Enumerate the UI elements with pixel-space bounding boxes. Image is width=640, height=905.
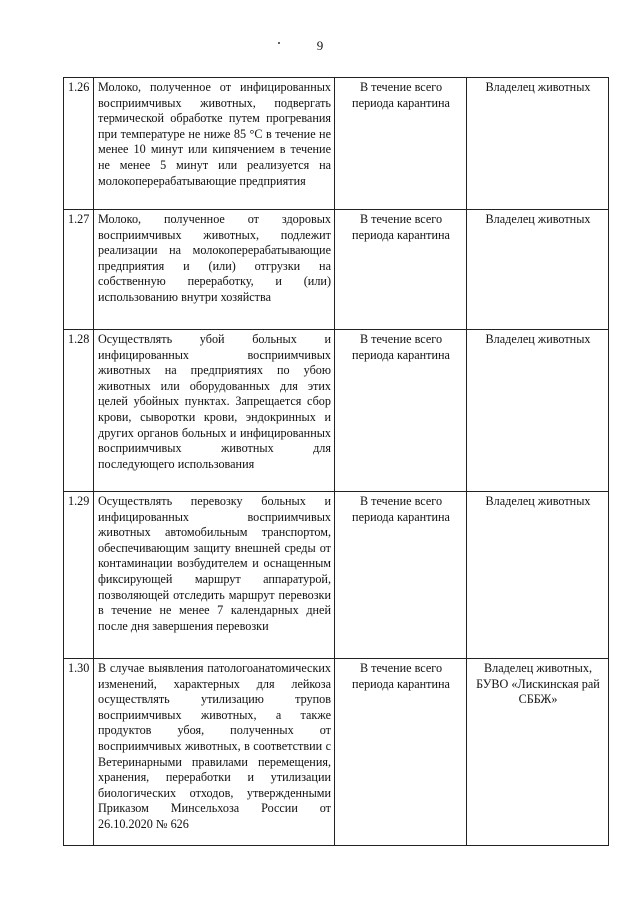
- table-row: [64, 330, 609, 492]
- row-responsible: Владелец животных: [467, 210, 609, 330]
- row-term: В течение всего периода карантина: [335, 330, 467, 492]
- row-action: Молоко, полученное от инфицированных восприимчивых животных, подвергать термической обработке путем прогревания при температуре не ниже 85 °С в течение не менее 10 минут или кипячением в течение не менее 5 минут или реализуется на молокоперерабатывающие предприятия: [94, 78, 335, 210]
- table-row: [64, 492, 609, 659]
- row-term: В течение всего периода карантина: [335, 659, 467, 846]
- row-action: В случае выявления патологоанатомических изменений, характерных для лейкоза осуществлять утилизацию трупов восприимчивых животных, а также продуктов убоя, полученных от восприимчивых животных, в соответствии с Ветеринарными правилами перемещения, хранения, переработки и утилизации биологических отходов, утвержденными Приказом Минсельхоза России от 26.10.2020 № 626: [94, 659, 335, 846]
- row-responsible: Владелец животных: [467, 78, 609, 210]
- row-number: 1.27: [64, 210, 94, 330]
- row-number: 1.29: [64, 492, 94, 659]
- table-row: [64, 210, 609, 330]
- row-term: В течение всего периода карантина: [335, 78, 467, 210]
- row-number: 1.30: [64, 659, 94, 846]
- scan-dot: [278, 42, 280, 44]
- row-number: 1.28: [64, 330, 94, 492]
- page-number: 9: [316, 38, 324, 53]
- row-action: Осуществлять перевозку больных и инфицированных восприимчивых животных автомобильным транспортом, обеспечивающим защиту внешней среды от контаминации возбудителем и оснащенным фиксирующей маршрут аппаратурой, позволяющей отследить маршрут перевозки в течение не менее 7 календарных дней после дня завершения перевозки: [94, 492, 335, 659]
- measures-table: [63, 77, 609, 846]
- row-action: Молоко, полученное от здоровых восприимчивых животных, подлежит реализации на молокоперерабатывающие предприятия и (или) отгрузки на собственную переработку, и (или) использованию внутри хозяйства: [94, 210, 335, 330]
- row-number: 1.26: [64, 78, 94, 210]
- row-responsible: Владелец животных: [467, 330, 609, 492]
- row-term: В течение всего периода карантина: [335, 210, 467, 330]
- row-term: В течение всего периода карантина: [335, 492, 467, 659]
- row-responsible: Владелец животных, БУВО «Лискинская рай СББЖ»: [467, 659, 609, 846]
- table-row: [64, 659, 609, 846]
- row-responsible: Владелец животных: [467, 492, 609, 659]
- table-row: [64, 78, 609, 210]
- row-action: Осуществлять убой больных и инфицированных восприимчивых животных на предприятиях по убою животных или оборудованных для этих целей убойных пунктах. Запрещается сбор крови, сыворотки крови, эндокринных и других органов больных и инфицированных восприимчивых животных для последующего использования: [94, 330, 335, 492]
